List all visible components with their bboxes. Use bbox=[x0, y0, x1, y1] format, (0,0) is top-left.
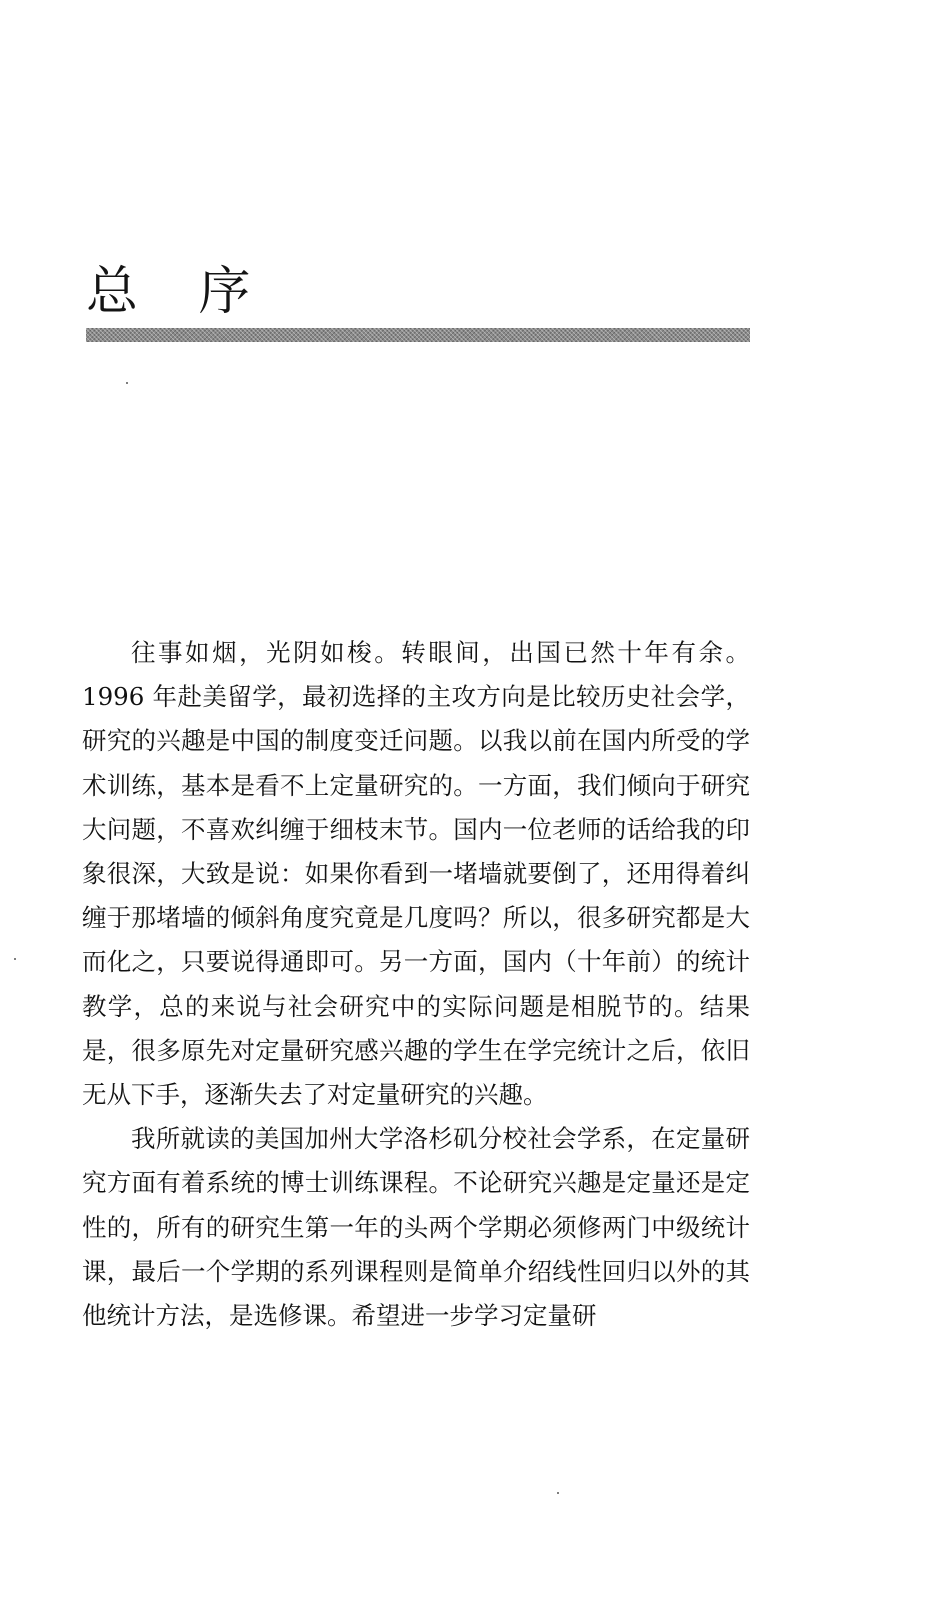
paragraph-2: 我所就读的美国加州大学洛杉矶分校社会学系，在定量研究方面有着系统的博士训练课程。不论研究兴趣是定量还是定性的，所有的研究生第一年的头两个学期必须修两门中级统计课，最后一个学期的系列课程则是简单介绍线性回归以外的其他统计方法，是选修课。希望进一步学习定量研 bbox=[82, 1124, 750, 1331]
title-underline-rule bbox=[86, 328, 750, 342]
scan-speck bbox=[126, 382, 128, 384]
section-title: 总 序 bbox=[86, 262, 273, 322]
paragraph-1: 往事如烟，光阴如梭。转眼间，出国已然十年有余。1996 年赴美留学，最初选择的主攻方向是比较历史社会学，研究的兴趣是中国的制度变迁问题。以我以前在国内所受的学术训练，基本是看不上定量研究的。一方面，我们倾向于研究大问题，不喜欢纠缠于细枝末节。国内一位老师的话给我的印象很深，大致是说：如果你看到一堵墙就要倒了，还用得着纠缠于那堵墙的倾斜角度究竟是几度吗？所以，很多研究都是大而化之，只要说得通即可。另一方面，国内（十年前）的统计教学，总的来说与社会研究中的实际问题是相脱节的。结果是，很多原先对定量研究感兴趣的学生在学完统计之后，依旧无从下手，逐渐失去了对定量研究的兴趣。 bbox=[82, 638, 750, 1110]
scan-speck bbox=[557, 1492, 559, 1494]
scan-speck bbox=[14, 958, 16, 960]
body-text bbox=[82, 631, 750, 1338]
